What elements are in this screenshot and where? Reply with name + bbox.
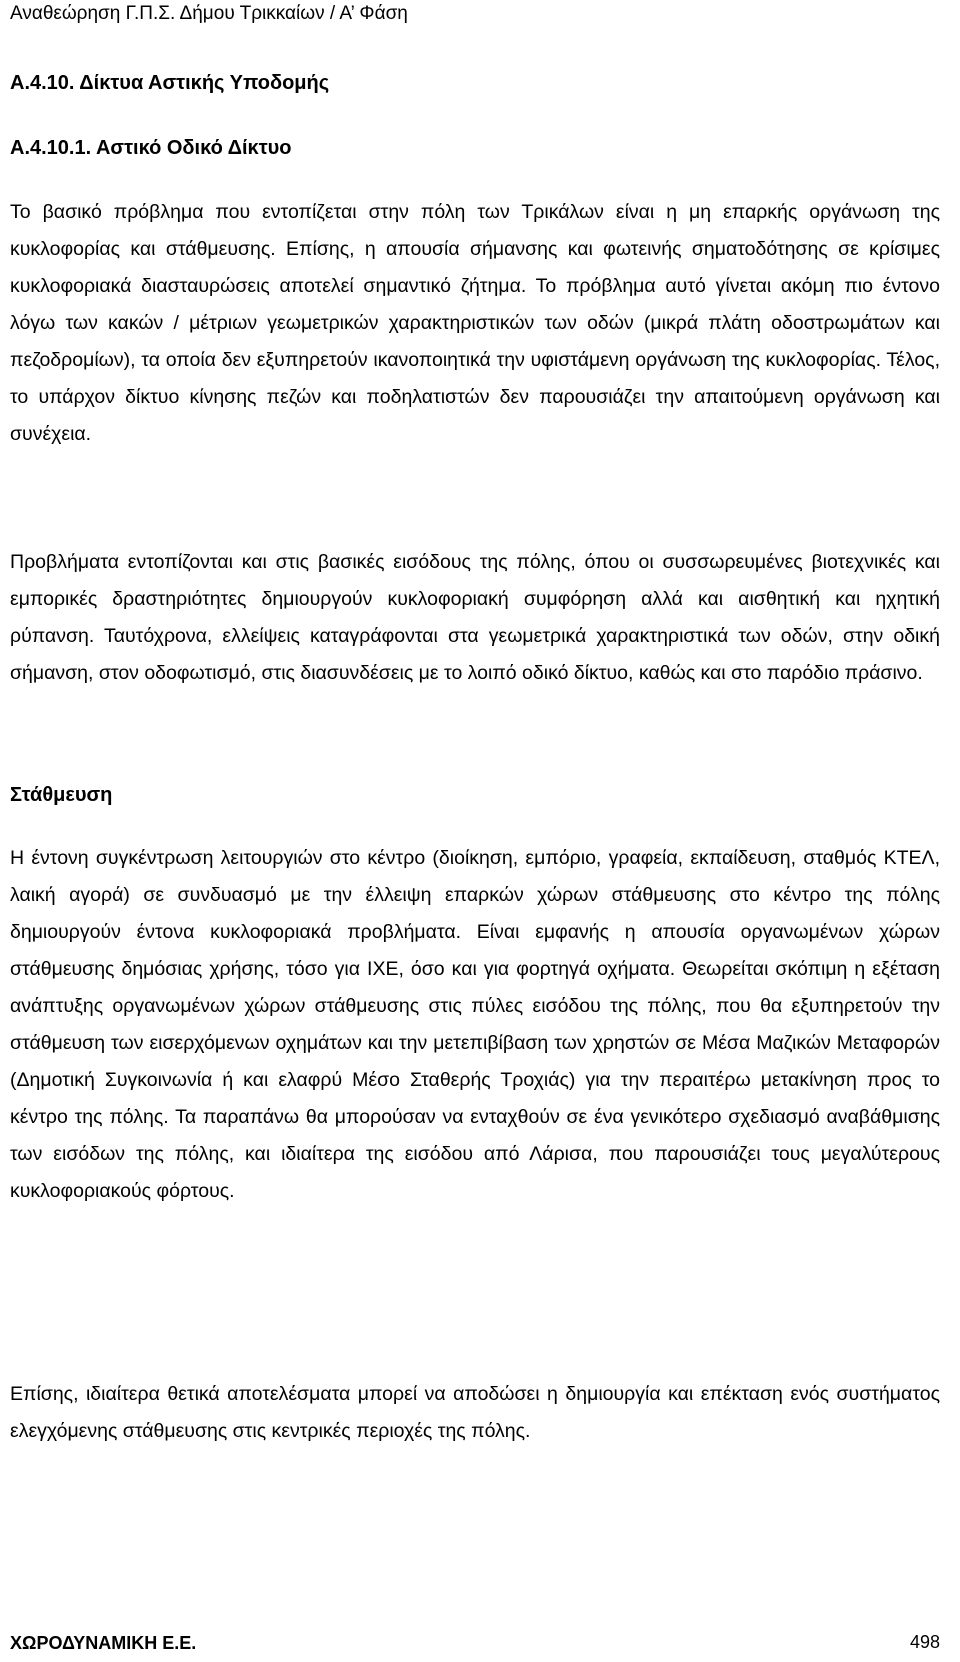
parking-heading: Στάθμευση	[10, 784, 113, 806]
paragraph-2: Προβλήματα εντοπίζονται και στις βασικές εισόδους της πόλης, όπου οι συσσωρευμένες βιοτεχνικές και εμπορικές δραστηριότητες δημιουργούν κυκλοφοριακή συμφόρηση αλλά και αισθητική και ηχητική ρύπανση. Ταυτόχρονα, ελλείψεις καταγράφονται στα γεωμετρικά χαρακτηριστικά των οδών, στην οδική σήμανση, στον οδοφωτισμό, στις διασυνδέσεις με το λοιπό οδικό δίκτυο, καθώς και στο παρόδιο πράσινο.	[10, 551, 940, 684]
running-header: Αναθεώρηση Γ.Π.Σ. Δήμου Τρικκαίων / Α’ Φάση	[10, 3, 408, 24]
footer-company: ΧΩΡΟΔΥΝΑΜΙΚΗ Ε.Ε.	[10, 1633, 197, 1653]
section-title: Α.4.10. Δίκτυα Αστικής Υποδομής	[10, 72, 330, 94]
paragraph-3: Η έντονη συγκέντρωση λειτουργιών στο κέντρο (διοίκηση, εμπόριο, γραφεία, εκπαίδευση, σταθμός ΚΤΕΛ, λαική αγορά) σε συνδυασμό με την έλλειψη επαρκών χώρων στάθμευσης στο κέντρο της πόλης δημιουργούν έντονα κυκλοφοριακά προβλήματα. Είναι εμφανής η απουσία οργανωμένων χώρων στάθμευσης δημόσιας χρήσης, τόσο για ΙΧΕ, όσο και για φορτηγά οχήματα. Θεωρείται σκόπιμη η εξέταση ανάπτυξης οργανωμένων χώρων στάθμευσης στις πύλες εισόδου της πόλης, που θα εξυπηρετούν την στάθμευση των εισερχόμενων οχημάτων και την μετεπιβίβαση των χρηστών σε Μέσα Μαζικών Μεταφορών (Δημοτική Συγκοινωνία ή και ελαφρύ Μέσο Σταθερής Τροχιάς) για την περαιτέρω μετακίνηση προς το κέντρο της πόλης. Τα παραπάνω θα μπορούσαν να ενταχθούν σε ένα γενικότερο σχεδιασμό αναβάθμισης των εισόδων της πόλης, και ιδιαίτερα της εισόδου από Λάρισα, που παρουσιάζει τους μεγαλύτερους κυκλοφοριακούς φόρτους.	[10, 847, 940, 1202]
subsection-title: Α.4.10.1. Αστικό Οδικό Δίκτυο	[10, 137, 292, 159]
paragraph-4: Επίσης, ιδιαίτερα θετικά αποτελέσματα μπορεί να αποδώσει η δημιουργία και επέκταση ενός συστήματος ελεγχόμενης στάθμευσης στις κεντρικές περιοχές της πόλης.	[10, 1383, 940, 1442]
paragraph-1: Το βασικό πρόβλημα που εντοπίζεται στην πόλη των Τρικάλων είναι η μη επαρκής οργάνωση της κυκλοφορίας και στάθμευσης. Επίσης, η απουσία σήμανσης και φωτεινής σηματοδότησης σε κρίσιμες κυκλοφοριακά διασταυρώσεις αποτελεί σημαντικό ζήτημα. Το πρόβλημα αυτό γίνεται ακόμη πιο έντονο λόγω των κακών / μέτριων γεωμετρικών χαρακτηριστικών των οδών (μικρά πλάτη οδοστρωμάτων και πεζοδρομίων), τα οποία δεν εξυπηρετούν ικανοποιητικά την υφιστάμενη οργάνωση της κυκλοφορίας. Τέλος, το υπάρχον δίκτυο κίνησης πεζών και ποδηλατιστών δεν παρουσιάζει την απαιτούμενη οργάνωση και συνέχεια.	[10, 201, 940, 445]
page-number: 498	[909, 1632, 940, 1652]
